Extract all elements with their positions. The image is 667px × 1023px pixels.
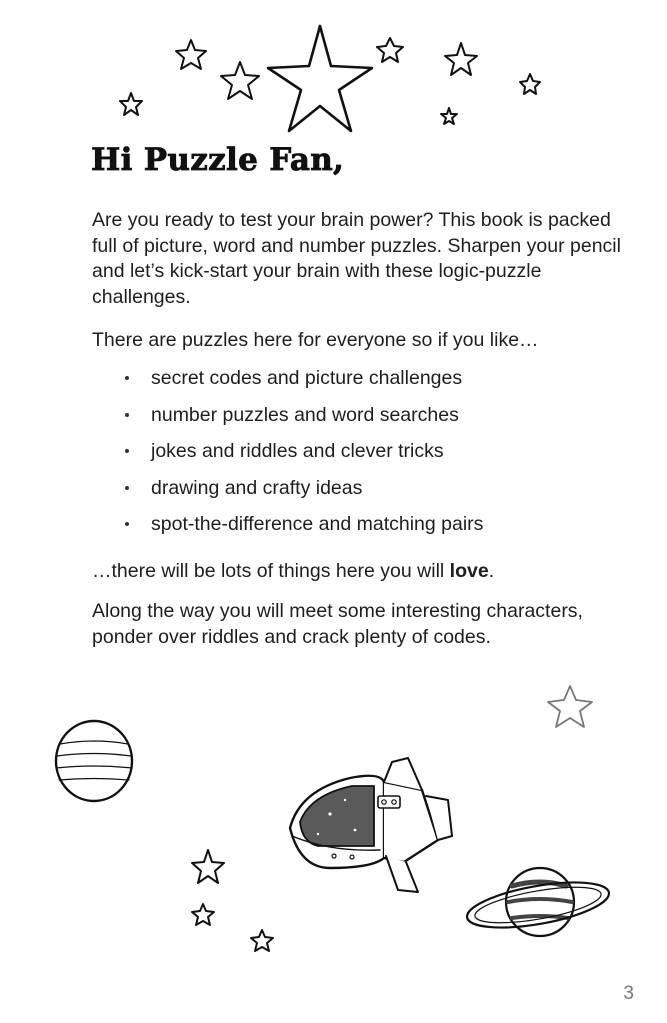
list-item: jokes and riddles and clever tricks (124, 438, 483, 475)
list-item: drawing and crafty ideas (124, 475, 483, 512)
planet-icon (56, 721, 132, 801)
ringed-planet-icon (464, 868, 612, 936)
intro-paragraph: Are you ready to test your brain power? This book is packed full of picture, word and number puzzles. Sharpen your pencil and let’s kick-start your brain with these logic-puzzle challenges. (92, 209, 621, 308)
star-icon (251, 930, 273, 951)
love-emphasis: love (449, 560, 489, 582)
list-item: spot-the-difference and matching pairs (124, 511, 483, 548)
page-number: 3 (623, 983, 634, 1004)
star-icon (192, 850, 224, 883)
lead-in-paragraph: There are puzzles here for everyone so if you like… (92, 329, 539, 351)
love-text-before: …there will be lots of things here you will (92, 560, 450, 582)
closing-paragraph: Along the way you will meet some interesting characters, ponder over riddles and crack plenty of codes. (92, 600, 583, 648)
list-item: secret codes and picture challenges (124, 365, 483, 402)
spaceship-icon (290, 758, 452, 892)
love-text-after: . (488, 560, 495, 582)
page-heading: Hi Puzzle Fan, (91, 142, 345, 178)
star-icon (192, 904, 214, 925)
list-item: number puzzles and word searches (124, 402, 483, 439)
star-icon (548, 686, 592, 727)
